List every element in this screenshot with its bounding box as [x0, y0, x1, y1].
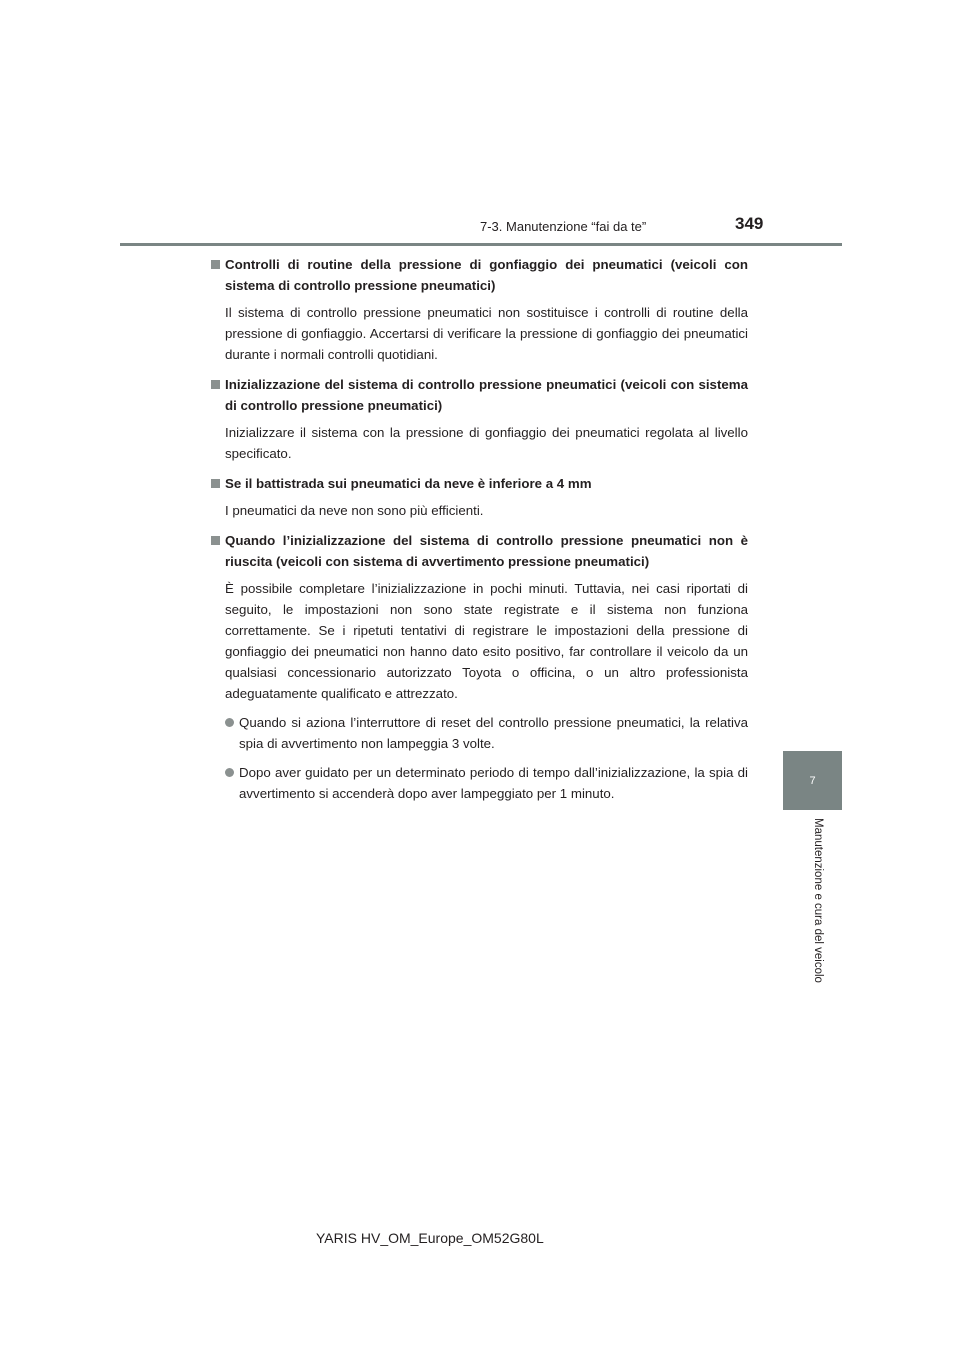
heading-text: Inizializzazione del sistema di controllo pressione pneumatici (veicoli con sistema di controllo pressione pneumatici)	[225, 377, 748, 413]
chapter-tab	[783, 751, 842, 810]
list-item-text: Quando si aziona l’interruttore di reset del controllo pressione pneumatici, la relativa spia di avvertimento non lampeggia 3 volte.	[239, 715, 748, 751]
circle-bullet-icon	[225, 718, 234, 727]
chapter-number: 7	[809, 774, 816, 787]
section-heading	[211, 254, 748, 296]
section-body: Inizializzare il sistema con la pressione di gonfiaggio dei pneumatici regolata al livello specificato.	[225, 425, 748, 461]
page-content	[211, 254, 748, 813]
square-bullet-icon	[211, 536, 220, 545]
list-item	[225, 712, 748, 754]
list-item	[225, 762, 748, 804]
header-section-title: 7-3. Manutenzione “fai da te”	[480, 219, 647, 234]
header-rule	[120, 243, 842, 246]
footer-doc-code: YARIS HV_OM_Europe_OM52G80L	[316, 1230, 544, 1246]
section-body: I pneumatici da neve non sono più efficienti.	[225, 503, 484, 518]
section-body: Il sistema di controllo pressione pneumatici non sostituisce i controlli di routine della pressione di gonfiaggio. Accertarsi di verificare la pressione di gonfiaggio dei pneumatici durante i normali controlli quotidiani.	[225, 305, 748, 362]
section-routine-checks	[211, 254, 748, 365]
page-number: 349	[735, 214, 764, 233]
square-bullet-icon	[211, 479, 220, 488]
circle-bullet-icon	[225, 768, 234, 777]
square-bullet-icon	[211, 380, 220, 389]
section-body: È possibile completare l’inizializzazione in pochi minuti. Tuttavia, nei casi riportati di seguito, le impostazioni non sono state registrate e il sistema non funziona correttamente. Se i ripetuti tentativi di registrare le impostazioni della pressione di gonfiaggio dei pneumatici non hanno dato esito positivo, far controllare il veicolo da un qualsiasi concessionario autorizzato Toyota o officina, o un altro professionista adeguatamente qualificato e attrezzato.	[225, 581, 748, 701]
section-heading	[211, 374, 748, 416]
section-heading	[211, 530, 748, 572]
section-heading	[211, 473, 748, 494]
section-snow-tires	[211, 473, 748, 521]
section-initialization-failed	[211, 530, 748, 804]
heading-text: Se il battistrada sui pneumatici da neve è inferiore a 4 mm	[225, 476, 592, 491]
square-bullet-icon	[211, 260, 220, 269]
heading-text: Controlli di routine della pressione di gonfiaggio dei pneumatici (veicoli con sistema di controllo pressione pneumatici)	[225, 257, 748, 293]
list-item-text: Dopo aver guidato per un determinato periodo di tempo dall’inizializzazione, la spia di avvertimento si accenderà dopo aver lampeggiato per 1 minuto.	[239, 765, 748, 801]
chapter-title: Manutenzione e cura del veicolo	[812, 818, 824, 983]
heading-text: Quando l’inizializzazione del sistema di controllo pressione pneumatici non è riuscita (veicoli con sistema di avvertimento pressione pneumatici)	[225, 533, 748, 569]
section-initialization	[211, 374, 748, 464]
